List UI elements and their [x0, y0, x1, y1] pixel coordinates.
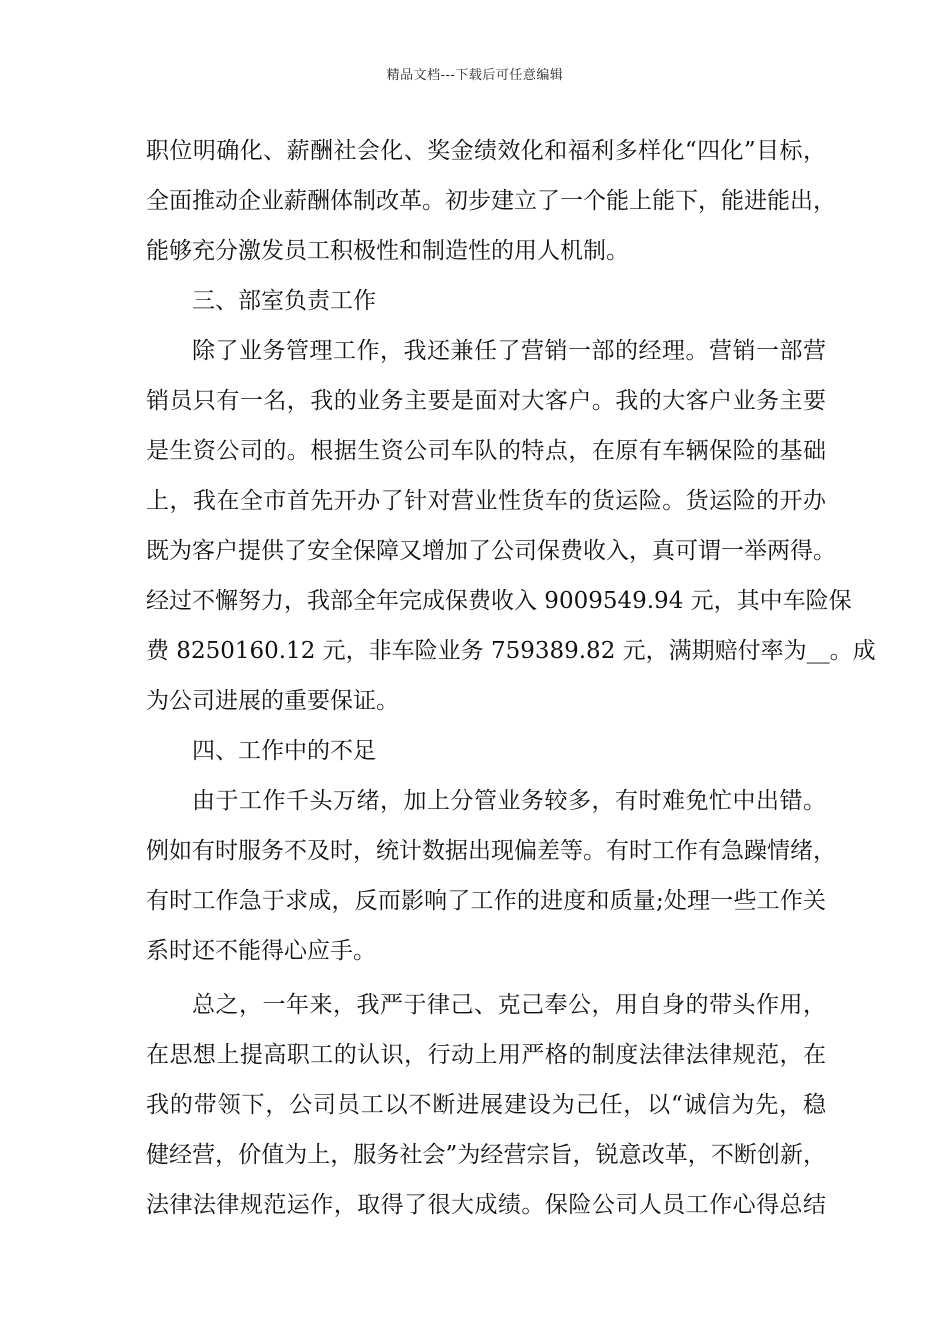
paragraph-line: 能够充分激发员工积极性和制造性的用人机制。: [146, 238, 629, 264]
paragraph-line: 费 8250160.12 元，非车险业务 759389.82 元，满期赔付率为__。成: [146, 638, 876, 664]
paragraph-line: 例如有时服务不及时，统计数据出现偏差等。有时工作有急躁情绪，: [146, 838, 836, 864]
paragraph-line: 系时还不能得心应手。: [146, 938, 376, 964]
paragraph-line: 职位明确化、薪酬社会化、奖金绩效化和福利多样化“四化”目标，: [146, 138, 826, 164]
paragraph-line: 有时工作急于求成，反而影响了工作的进度和质量;处理一些工作关: [146, 888, 826, 914]
paragraph-line: 上，我在全市首先开办了针对营业性货车的货运险。货运险的开办: [146, 488, 826, 514]
paragraph-line: 为公司进展的重要保证。: [146, 688, 399, 714]
paragraph-line: 在思想上提高职工的认识，行动上用严格的制度法律法律规范，在: [146, 1042, 826, 1068]
paragraph-line: 除了业务管理工作，我还兼任了营销一部的经理。营销一部营: [192, 338, 826, 364]
paragraph-line: 法律法律规范运作，取得了很大成绩。保险公司人员工作心得总结: [146, 1192, 826, 1218]
document-body: [146, 126, 876, 1230]
paragraph-line: 销员只有一名，我的业务主要是面对大客户。我的大客户业务主要: [146, 388, 826, 414]
section-heading: 三、部室负责工作: [192, 288, 376, 314]
paragraph-line: 既为客户提供了安全保障又增加了公司保费收入，真可谓一举两得。: [146, 538, 836, 564]
paragraph-line: 是生资公司的。根据生资公司车队的特点，在原有车辆保险的基础: [146, 438, 826, 464]
paragraph-line: 由于工作千头万绪，加上分管业务较多，有时难免忙中出错。: [192, 788, 826, 814]
paragraph-line: 我的带领下，公司员工以不断进展建设为己任，以“诚信为先，稳: [146, 1092, 826, 1118]
section-heading: 四、工作中的不足: [192, 738, 376, 764]
paragraph-line: 经过不懈努力，我部全年完成保费收入 9009549.94 元，其中车险保: [146, 588, 852, 614]
paragraph-line: 总之，一年来，我严于律己、克己奉公，用自身的带头作用，: [192, 992, 826, 1018]
paragraph-line: 健经营，价值为上，服务社会”为经营宗旨，锐意改革，不断创新，: [146, 1142, 826, 1168]
paragraph-line: 全面推动企业薪酬体制改革。初步建立了一个能上能下，能进能出，: [146, 188, 836, 214]
page-header: 精品文档---下载后可任意编辑: [386, 68, 564, 83]
